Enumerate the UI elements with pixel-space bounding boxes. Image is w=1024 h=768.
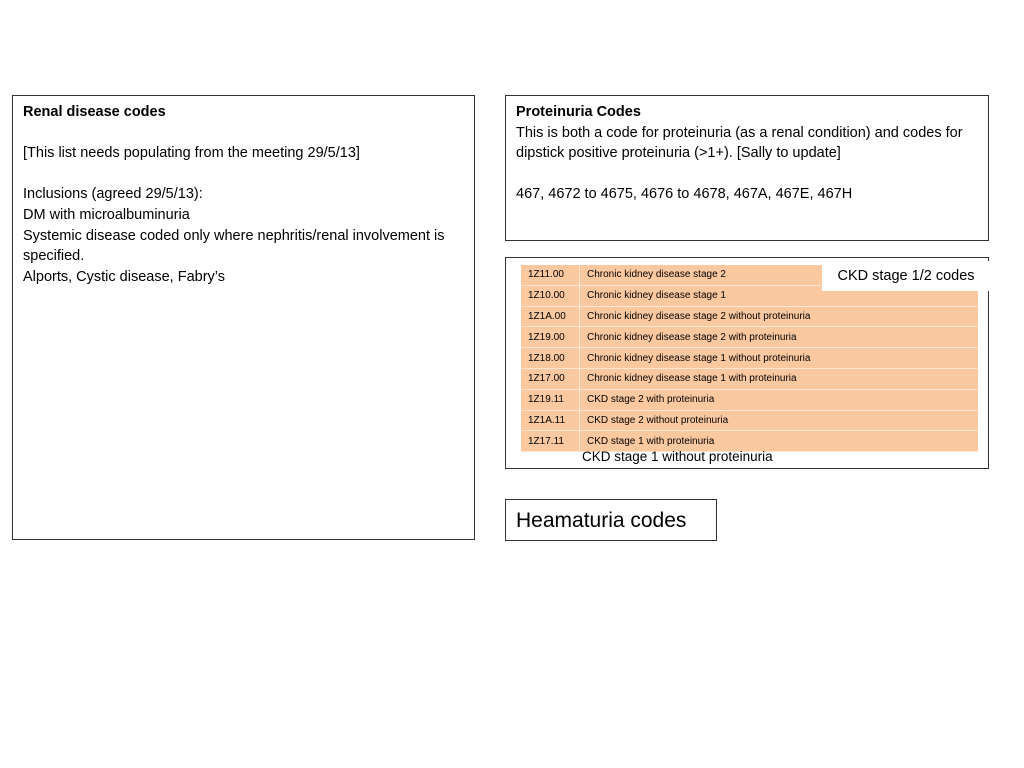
renal-note: [This list needs populating from the meeting 29/5/13] xyxy=(23,145,360,162)
proteinuria-description: This is both a code for proteinuria (as a renal condition) and codes for dipstick positive proteinuria (>1+). [Sally to update] xyxy=(516,124,963,162)
table-row xyxy=(521,306,978,327)
heamaturia-box xyxy=(505,499,717,541)
code-cell: 1Z19.11 xyxy=(521,389,580,410)
table-row xyxy=(521,410,978,431)
description-cell: CKD stage 2 without proteinuria xyxy=(580,410,979,431)
table-row xyxy=(521,389,978,410)
description-cell: CKD stage 2 with proteinuria xyxy=(580,389,979,410)
description-cell: Chronic kidney disease stage 2 xyxy=(580,265,979,285)
description-cell: Chronic kidney disease stage 2 with proteinuria xyxy=(580,327,979,348)
renal-title: Renal disease codes xyxy=(23,104,166,120)
code-cell: 1Z1A.11 xyxy=(521,410,580,431)
code-cell: 1Z18.00 xyxy=(521,348,580,369)
description-cell: CKD stage 1 with proteinuria xyxy=(580,431,979,452)
code-cell: 1Z10.00 xyxy=(521,285,580,306)
table-row xyxy=(521,368,978,389)
code-cell: 1Z11.00 xyxy=(521,265,580,285)
code-cell: 1Z17.00 xyxy=(521,368,580,389)
description-cell: Chronic kidney disease stage 1 with proteinuria xyxy=(580,368,979,389)
description-cell: Chronic kidney disease stage 2 without proteinuria xyxy=(580,306,979,327)
proteinuria-box xyxy=(505,95,989,241)
code-cell: 1Z17.11 xyxy=(521,431,580,452)
proteinuria-title: Proteinuria Codes xyxy=(516,104,641,120)
code-cell: 1Z1A.00 xyxy=(521,306,580,327)
table-row xyxy=(521,348,978,369)
renal-line: DM with microalbuminuria xyxy=(23,206,190,223)
renal-inclusions-heading: Inclusions (agreed 29/5/13): xyxy=(23,186,203,203)
code-cell: 1Z19.00 xyxy=(521,327,580,348)
table-row xyxy=(521,327,978,348)
description-cell: Chronic kidney disease stage 1 without proteinuria xyxy=(580,348,979,369)
description-cell: Chronic kidney disease stage 1 xyxy=(580,285,979,306)
ckd-stage-label: CKD stage 1/2 codes xyxy=(822,261,990,291)
ckd-caption: CKD stage 1 without proteinuria xyxy=(582,449,773,464)
heamaturia-title: Heamaturia codes xyxy=(516,509,687,532)
renal-line: Systemic disease coded only where nephritis/renal involvement is specified. xyxy=(23,227,445,265)
renal-line: Alports, Cystic disease, Fabry’s xyxy=(23,268,225,285)
ckd-codes-box xyxy=(505,257,989,469)
renal-disease-box xyxy=(12,95,475,540)
ckd-code-table xyxy=(521,265,978,452)
proteinuria-codes: 467, 4672 to 4675, 4676 to 4678, 467A, 467E, 467H xyxy=(516,186,853,203)
